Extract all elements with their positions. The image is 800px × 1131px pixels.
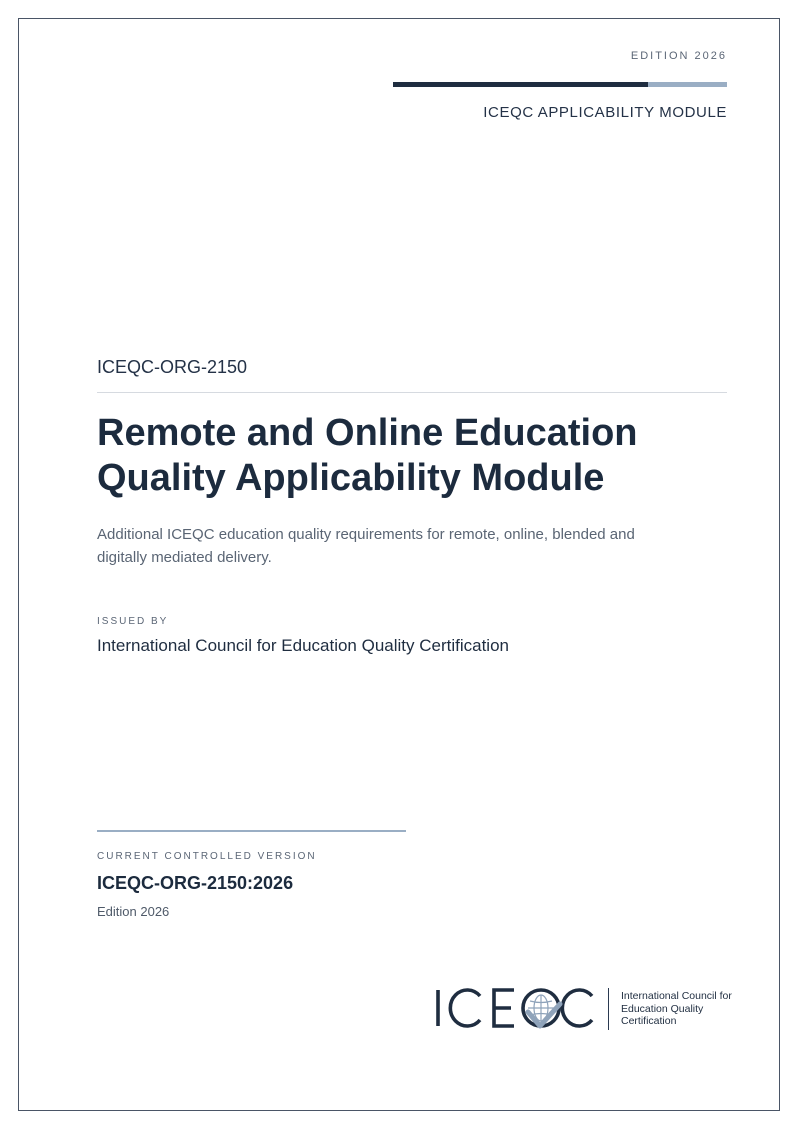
logo-organization-name: [621, 990, 732, 1028]
version-divider: [97, 830, 406, 832]
issuer-name: International Council for Education Quality Certification: [97, 636, 509, 655]
version-label: CURRENT CONTROLLED VERSION: [97, 851, 317, 862]
header-accent-bar: [393, 82, 727, 87]
iceqc-logo: [432, 982, 732, 1038]
logo-text-line: Certification: [621, 1015, 677, 1027]
accent-bar-light: [648, 82, 727, 87]
accent-bar-dark: [393, 82, 648, 87]
logo-divider: [608, 988, 609, 1030]
version-value: ICEQC-ORG-2150:2026: [97, 873, 294, 893]
iceqc-logo-mark: [432, 982, 602, 1038]
code-divider: [97, 392, 727, 393]
document-subtitle: Additional ICEQC education quality requirements for remote, online, blended and digitally mediated delivery.: [97, 526, 635, 566]
version-edition: Edition 2026: [97, 904, 170, 919]
issued-by-label: ISSUED BY: [97, 616, 169, 627]
document-code: ICEQC-ORG-2150: [97, 357, 248, 377]
document-title: Remote and Online Education Quality Applicability Module: [97, 412, 638, 499]
edition-label: EDITION 2026: [630, 50, 727, 62]
module-label: ICEQC APPLICABILITY MODULE: [483, 104, 727, 121]
logo-text-line: International Council for: [621, 990, 732, 1002]
logo-text-line: Education Quality: [621, 1002, 704, 1015]
